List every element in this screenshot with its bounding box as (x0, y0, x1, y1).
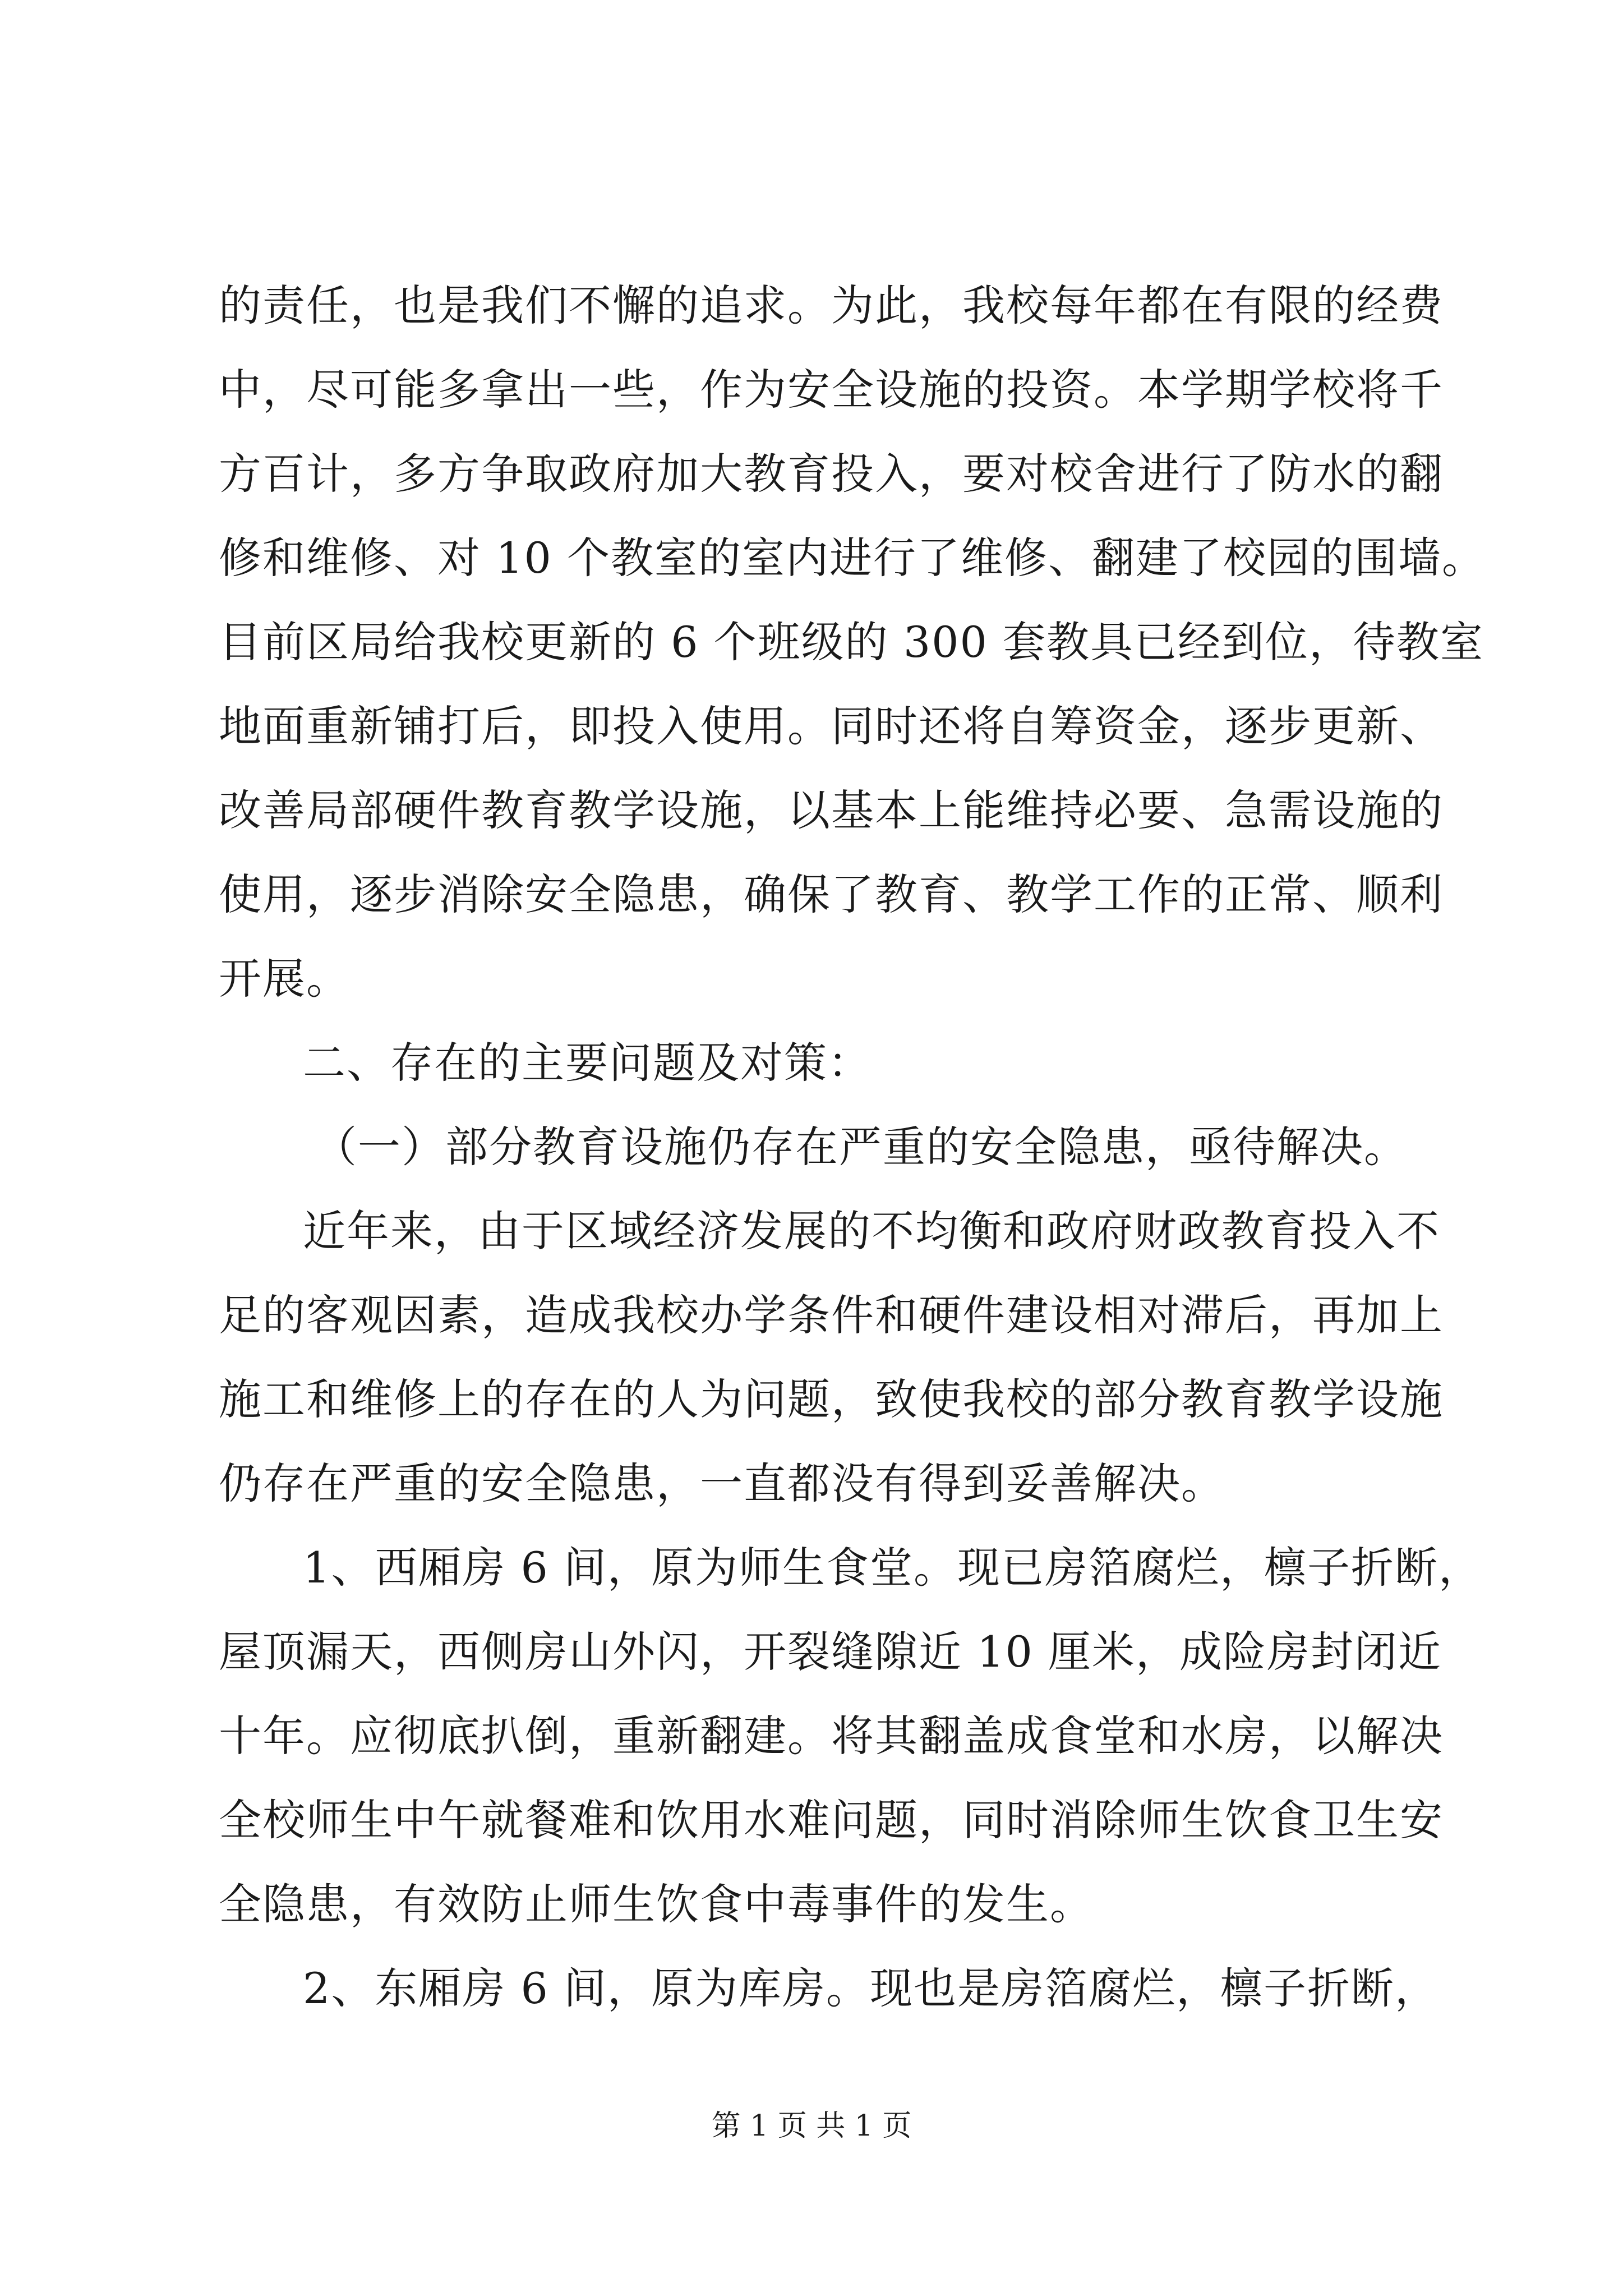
subsection-heading: （一）部分教育设施仍存在严重的安全隐患，亟待解决。 (314, 1122, 1408, 1172)
text-line: 修和维修、对 10 个教室的室内进行了维修、翻建了校园的围墙。 (219, 533, 1486, 583)
text-line: 1、西厢房 6 间，原为师生食堂。现已房箔腐烂，檩子折断， (303, 1543, 1483, 1593)
document-body (219, 264, 1486, 2031)
text-line: 仍存在严重的安全隐患，一直都没有得到妥善解决。 (219, 1458, 1225, 1508)
text-line: 全隐患，有效防止师生饮食中毒事件的发生。 (219, 1879, 1094, 1929)
text-line: 的责任，也是我们不懈的追求。为此，我校每年都在有限的经费 (219, 280, 1444, 330)
text-line: 近年来，由于区域经济发展的不均衡和政府财政教育投入不 (303, 1206, 1440, 1256)
text-line: 十年。应彻底扒倒，重新翻建。将其翻盖成食堂和水房，以解决 (219, 1711, 1444, 1761)
text-line: 屋顶漏天，西侧房山外闪，开裂缝隙近 10 厘米，成险房封闭近 (219, 1627, 1442, 1677)
text-line: 全校师生中午就餐难和饮用水难问题，同时消除师生饮食卫生安 (219, 1795, 1444, 1845)
text-line: 地面重新铺打后，即投入使用。同时还将自筹资金，逐步更新、 (219, 701, 1444, 751)
text-line: 使用，逐步消除安全隐患，确保了教育、教学工作的正常、顺利 (219, 869, 1444, 919)
section-heading: 二、存在的主要问题及对策： (303, 1038, 872, 1088)
text-line: 开展。 (219, 954, 350, 1004)
text-line: 方百计，多方争取政府加大教育投入，要对校舍进行了防水的翻 (219, 449, 1444, 499)
text-line: 2、东厢房 6 间，原为库房。现也是房箔腐烂，檩子折断， (303, 1963, 1439, 2013)
text-line: 足的客观因素，造成我校办学条件和硬件建设相对滞后，再加上 (219, 1290, 1444, 1340)
page-footer: 第 1 页 共 1 页 (711, 2109, 912, 2143)
text-line: 中，尽可能多拿出一些，作为安全设施的投资。本学期学校将千 (219, 365, 1444, 415)
text-line: 施工和维修上的存在的人为问题，致使我校的部分教育教学设施 (219, 1374, 1444, 1424)
text-line: 改善局部硬件教育教学设施，以基本上能维持必要、急需设施的 (219, 785, 1444, 835)
text-line: 目前区局给我校更新的 6 个班级的 300 套教具已经到位，待教室 (219, 617, 1484, 667)
